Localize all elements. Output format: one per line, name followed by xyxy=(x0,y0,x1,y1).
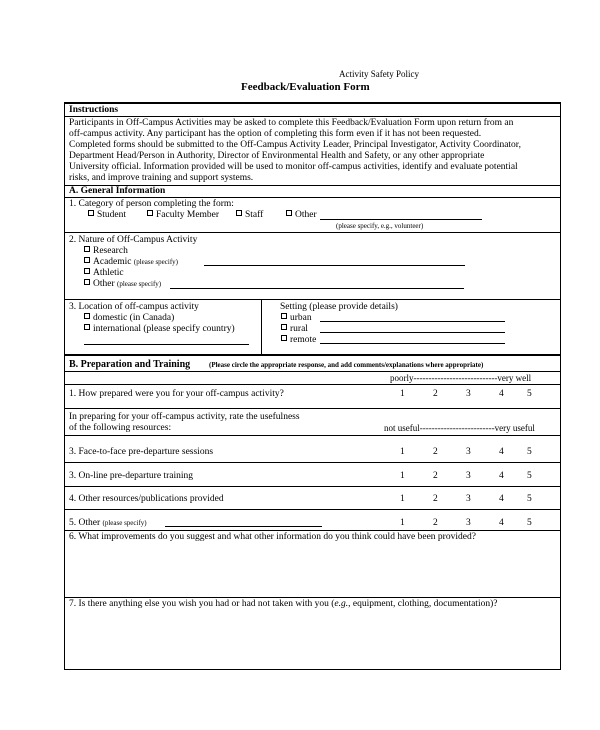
instructions-line: University official. Information provided will be used to monitor off-campus activities, identify and evaluate potential xyxy=(69,162,518,172)
rating-option[interactable]: 5 xyxy=(527,447,532,457)
rating-option[interactable]: 5 xyxy=(527,471,532,481)
instructions-line: Completed forms should be submitted to the Off-Campus Activity Leader, Principal Investigator, Activity Coordinator, xyxy=(69,140,521,150)
checkbox-icon xyxy=(281,324,287,330)
checkbox-urban[interactable]: urban xyxy=(281,313,312,324)
checkbox-icon xyxy=(84,246,90,252)
resources-intro: of the following resources: xyxy=(69,423,172,433)
checkbox-icon xyxy=(281,335,287,341)
form-border-left xyxy=(64,102,65,670)
rating-option[interactable]: 2 xyxy=(433,471,438,481)
rural-input-line[interactable] xyxy=(320,332,505,333)
checkbox-staff[interactable]: Staff xyxy=(236,210,263,221)
setting-label: Setting (please provide details) xyxy=(280,302,398,312)
academic-input-line[interactable] xyxy=(204,265,465,266)
checkbox-icon xyxy=(84,257,90,263)
rating-option[interactable]: 5 xyxy=(527,494,532,504)
rating-option[interactable]: 1 xyxy=(400,518,405,528)
q2-label: 2. Nature of Off-Campus Activity xyxy=(69,235,198,245)
other-specify-input-line[interactable] xyxy=(165,526,322,527)
form-subtitle: Activity Safety Policy xyxy=(339,69,419,79)
rating-option[interactable]: 1 xyxy=(400,494,405,504)
rating-option[interactable]: 1 xyxy=(400,471,405,481)
b-item-face-to-face: 3. Face-to-face pre-departure sessions xyxy=(69,447,214,457)
checkbox-rural[interactable]: rural xyxy=(281,324,308,335)
b-q1-label: 1. How prepared were you for your off-campus activity? xyxy=(69,389,284,399)
checkbox-other-category[interactable]: Other xyxy=(286,210,317,221)
form-border-right xyxy=(560,102,561,670)
scale-poorly-very-well: poorly----------------------------very well xyxy=(390,373,532,383)
b-item-other: 5. Other (please specify) xyxy=(69,518,147,528)
rating-option[interactable]: 5 xyxy=(527,389,532,399)
urban-input-line[interactable] xyxy=(320,321,505,322)
checkbox-icon xyxy=(88,210,94,216)
instructions-heading: Instructions xyxy=(69,105,119,115)
rating-option[interactable]: 3 xyxy=(466,494,471,504)
rating-option[interactable]: 1 xyxy=(400,447,405,457)
rating-option[interactable]: 4 xyxy=(499,518,504,528)
section-b-heading: B. Preparation and Training xyxy=(69,359,191,370)
checkbox-icon xyxy=(84,268,90,274)
b-item-other-resources: 4. Other resources/publications provided xyxy=(69,494,224,504)
b-item-online: 3. On-line pre-departure training xyxy=(69,471,193,481)
q1-label: 1. Category of person completing the form: xyxy=(69,199,234,209)
section-a-heading: A. General Information xyxy=(69,186,166,196)
checkbox-academic[interactable]: Academic (please specify) xyxy=(84,257,178,268)
rating-option[interactable]: 4 xyxy=(499,471,504,481)
other-activity-input-line[interactable] xyxy=(170,288,464,289)
checkbox-icon xyxy=(84,324,90,330)
rating-option[interactable]: 2 xyxy=(433,518,438,528)
checkbox-international[interactable]: international (please specify country) xyxy=(84,324,235,335)
rating-option[interactable]: 2 xyxy=(433,447,438,457)
checkbox-icon xyxy=(84,279,90,285)
checkbox-other-activity[interactable]: Other (please specify) xyxy=(84,279,161,290)
b-q6-label: 6. What improvements do you suggest and what other information do you think could have been provided? xyxy=(69,532,476,542)
section-b-instruction: (Please circle the appropriate response, and add comments/explanations where appropriate) xyxy=(209,361,484,369)
checkbox-icon xyxy=(147,210,153,216)
b-q7-label: 7. Is there anything else you wish you had or had not taken with you (e.g., equipment, clothing, documentation)? xyxy=(69,599,498,609)
other-category-input-line[interactable] xyxy=(320,219,482,220)
other-category-note: (please specify, e.g., volunteer) xyxy=(336,222,424,230)
rating-option[interactable]: 3 xyxy=(466,447,471,457)
checkbox-remote[interactable]: remote xyxy=(281,335,316,346)
instructions-line: risks, and improve training and support systems. xyxy=(69,173,254,183)
rating-option[interactable]: 1 xyxy=(400,389,405,399)
checkbox-icon xyxy=(281,313,287,319)
instructions-line: Participants in Off-Campus Activities may be asked to complete this Feedback/Evaluation Form upon return from an xyxy=(69,118,514,128)
checkbox-icon xyxy=(236,210,242,216)
checkbox-faculty-member[interactable]: Faculty Member xyxy=(147,210,219,221)
checkbox-icon xyxy=(286,210,292,216)
checkbox-research[interactable]: Research xyxy=(84,246,128,257)
improvements-answer-area[interactable] xyxy=(66,545,558,595)
form-border-top xyxy=(64,102,561,104)
rating-option[interactable]: 4 xyxy=(499,447,504,457)
checkbox-athletic[interactable]: Athletic xyxy=(84,268,124,279)
instructions-line: off-campus activity. Any participant has the option of completing this form even if it has not been requested. xyxy=(69,129,482,139)
form-title: Feedback/Evaluation Form xyxy=(241,81,370,93)
rating-option[interactable]: 2 xyxy=(433,389,438,399)
country-input-line[interactable] xyxy=(84,344,249,345)
items-answer-area[interactable] xyxy=(66,612,558,667)
checkbox-domestic[interactable]: domestic (in Canada) xyxy=(84,313,174,324)
checkbox-student[interactable]: Student xyxy=(88,210,126,221)
form-border-bottom xyxy=(64,669,561,670)
rating-option[interactable]: 3 xyxy=(466,518,471,528)
remote-input-line[interactable] xyxy=(320,343,505,344)
rating-option[interactable]: 2 xyxy=(433,494,438,504)
scale-not-useful-very-useful: not useful-------------------------very useful xyxy=(384,423,535,433)
resources-intro: In preparing for your off-campus activity, rate the usefulness xyxy=(69,412,300,422)
rating-option[interactable]: 4 xyxy=(499,494,504,504)
instructions-line: Department Head/Person in Authority, Director of Environmental Health and Safety, or any other appropriate xyxy=(69,151,485,161)
rating-option[interactable]: 5 xyxy=(527,518,532,528)
checkbox-icon xyxy=(84,313,90,319)
rating-option[interactable]: 3 xyxy=(466,389,471,399)
rating-option[interactable]: 4 xyxy=(499,389,504,399)
q3-label: 3. Location of off-campus activity xyxy=(69,302,199,312)
rating-option[interactable]: 3 xyxy=(466,471,471,481)
